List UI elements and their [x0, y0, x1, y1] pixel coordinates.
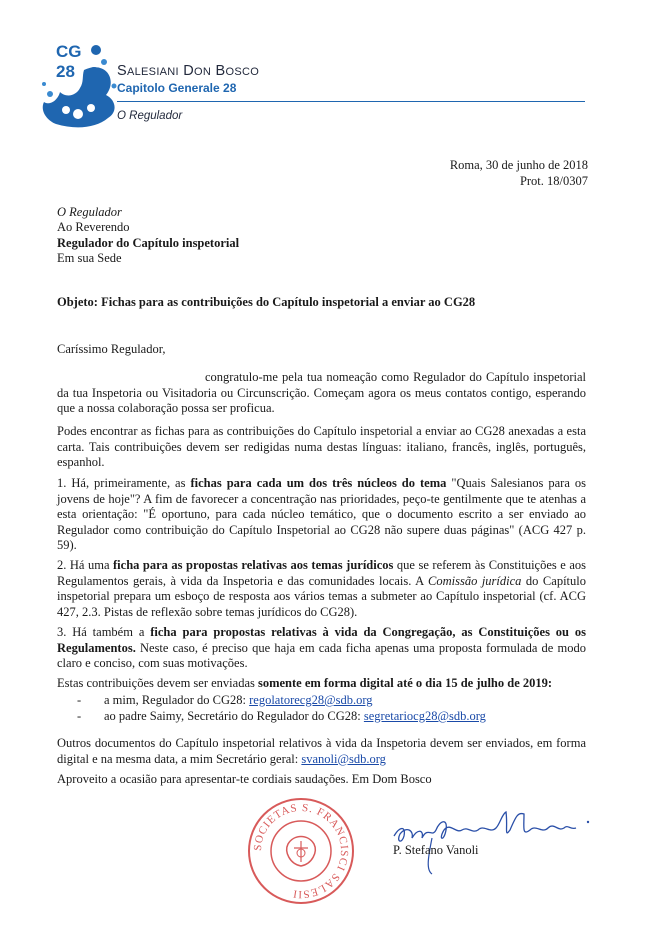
seal-text: SOCIETAS S. FRANCISCI SALESII: [251, 801, 351, 901]
header-role: O Regulador: [117, 110, 183, 122]
protocol-number: Prot. 18/0307: [519, 174, 588, 188]
letter-date: Roma, 30 de junho de 2018: [449, 158, 588, 172]
p4-mid: que se referem às Constituições e aos Regulamentos gerais, à vida da Inspetoria e das comunidades locais. A: [57, 558, 586, 588]
recipient-line-2: Regulador do Capítulo inspetorial: [57, 236, 240, 250]
paragraph-6: [57, 676, 586, 692]
org-initial-d: D: [183, 63, 195, 79]
org-word-don: ON: [194, 66, 212, 78]
sender-line: O Regulador: [57, 205, 122, 219]
p4-italic: Comissão jurídica: [428, 573, 522, 588]
salesian-seal-icon: [246, 796, 356, 906]
p5-intro: 3. Há também a: [57, 625, 151, 639]
cg28-logo-icon: [36, 40, 126, 132]
list-item-1: [104, 693, 373, 708]
paragraph-7: [57, 736, 586, 767]
paragraph-1: [57, 370, 586, 417]
org-subtitle: Capitolo Generale 28: [117, 81, 237, 95]
list-item-1-text: a mim, Regulador do CG28:: [104, 693, 250, 707]
organization-name: [117, 63, 259, 79]
recipient-line-1: Ao Reverendo: [57, 220, 130, 234]
org-word-bosco: OSCO: [225, 66, 260, 78]
org-initial-s: S: [117, 63, 127, 79]
p5-rest: Neste caso, é preciso que haja em cada ficha apenas uma proposta formulada de modo claro e conciso, com suas motivações.: [57, 640, 586, 671]
letter-subject: Objeto: Fichas para as contribuições do Capítulo inspetorial a enviar ao CG28: [57, 295, 476, 309]
header-divider: [117, 101, 585, 102]
email-link-segretario[interactable]: segretariocg28@sdb.org: [363, 709, 486, 723]
list-item-2-text: ao padre Saimy, Secretário do Regulador do CG28:: [104, 709, 364, 723]
list-bullet-2: -: [77, 709, 82, 723]
email-link-regolatore[interactable]: regolatorecg28@sdb.org: [249, 693, 373, 707]
email-link-svanoli[interactable]: svanoli@sdb.org: [301, 751, 386, 766]
p3-rest: "Quais Salesianos para os jovens de hoje"? A fim de favorecer a concentração nas prioridades, peço-te gentilmente que te atenhas a esta orientação: "É oportuno, para cada núcleo temático, que o documento escrito a ser enviado ao Regulador como contribuição do Capítulo Inspetorial ao CG28 não supere duas páginas" (ACG 427 p. 59).: [57, 476, 586, 553]
svg-text:28: 28: [56, 62, 75, 81]
paragraph-5: [57, 625, 586, 672]
letter-greeting: Caríssimo Regulador,: [57, 342, 166, 356]
list-bullet-1: -: [77, 693, 82, 707]
paragraph-4: [57, 558, 586, 620]
org-initial-b: B: [215, 63, 226, 79]
paragraph-2: Podes encontrar as fichas para as contribuições do Capítulo inspetorial a enviar ao CG28 anexadas a esta carta. Tais contribuições devem ser redigidas numa destas línguas: italiano, francês, inglês, português, espanhol.: [57, 424, 586, 470]
p6-intro: Estas contribuições devem ser enviadas: [57, 676, 258, 690]
p4-bold: ficha para as propostas relativas aos temas jurídicos: [113, 558, 394, 572]
p5-bold: ficha para propostas relativas à vida da Congregação, as Constituições ou os Regulamentos.: [57, 625, 586, 655]
p3-intro: 1. Há, primeiramente, as: [57, 476, 191, 490]
recipient-line-3: Em sua Sede: [57, 251, 122, 265]
p7-text: Outros documentos do Capítulo inspetorial relativos à vida da Inspetoria devem ser enviados, em forma digital e na mesma data, a mim Secretário geral:: [57, 736, 586, 766]
paragraph-1-text: congratulo-me pela tua nomeação como Regulador do Capítulo inspetorial da tua Inspetoria ou Visitadoria ou Circunscrição. Começam agora os meus contatos contigo, esperando que a nossa colaboração possa ser proficua.: [57, 370, 586, 416]
paragraph-3: [57, 476, 586, 554]
signatory-name: P. Stefano Vanoli: [393, 843, 479, 857]
p3-bold: fichas para cada um dos três núcleos do tema: [190, 476, 447, 490]
p4-rest: do Capítulo inspetorial prepara um esboço de resposta aos vários temas a submeter ao Capítulo inspetorial (cf. ACG 427, 2.3. Pistas de reflexão sobre temas jurídicos do CG28).: [57, 573, 586, 619]
org-word-salesiani: ALESIANI: [126, 66, 179, 78]
p6-bold: somente em forma digital até o dia 15 de julho de 2019:: [257, 676, 553, 690]
svg-text:CG: CG: [56, 42, 82, 61]
list-item-2: [104, 709, 486, 724]
paragraph-8: Aproveito a ocasião para apresentar-te cordiais saudações. Em Dom Bosco: [57, 772, 432, 786]
p4-intro: 2. Há uma: [57, 558, 114, 572]
